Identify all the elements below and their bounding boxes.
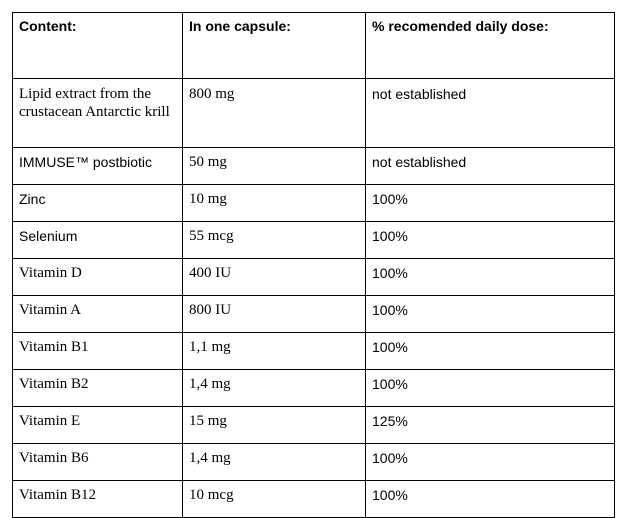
amount-cell: 400 IU bbox=[183, 259, 366, 296]
table-row bbox=[13, 185, 615, 222]
table-header-row bbox=[13, 13, 615, 79]
amount-cell: 10 mg bbox=[183, 185, 366, 222]
amount-cell: 15 mg bbox=[183, 407, 366, 444]
table-row bbox=[13, 79, 615, 148]
amount-cell: 10 mcg bbox=[183, 481, 366, 518]
dose-cell: 125% bbox=[366, 407, 615, 444]
table-row bbox=[13, 259, 615, 296]
supplement-facts-table bbox=[12, 12, 615, 518]
content-cell: Vitamin D bbox=[13, 259, 183, 296]
content-cell: Zinc bbox=[13, 185, 183, 222]
table-row bbox=[13, 222, 615, 259]
table-row bbox=[13, 481, 615, 518]
dose-cell: 100% bbox=[366, 370, 615, 407]
amount-cell: 800 IU bbox=[183, 296, 366, 333]
amount-cell: 1,1 mg bbox=[183, 333, 366, 370]
dose-cell: 100% bbox=[366, 185, 615, 222]
content-cell: Vitamin B12 bbox=[13, 481, 183, 518]
dose-cell: not established bbox=[366, 148, 615, 185]
dose-cell: 100% bbox=[366, 296, 615, 333]
content-cell: Vitamin E bbox=[13, 407, 183, 444]
amount-cell: 1,4 mg bbox=[183, 444, 366, 481]
content-cell: Lipid extract from the crustacean Antarctic krill bbox=[13, 79, 183, 148]
content-cell: Vitamin A bbox=[13, 296, 183, 333]
dose-cell: 100% bbox=[366, 481, 615, 518]
amount-cell: 55 mcg bbox=[183, 222, 366, 259]
dose-cell: not established bbox=[366, 79, 615, 148]
content-cell: Vitamin B2 bbox=[13, 370, 183, 407]
table-row bbox=[13, 296, 615, 333]
table-row bbox=[13, 333, 615, 370]
header-daily-dose: % recomended daily dose: bbox=[366, 13, 615, 79]
table-row bbox=[13, 370, 615, 407]
dose-cell: 100% bbox=[366, 444, 615, 481]
dose-cell: 100% bbox=[366, 333, 615, 370]
table-row bbox=[13, 407, 615, 444]
content-cell: IMMUSE™ postbiotic bbox=[13, 148, 183, 185]
dose-cell: 100% bbox=[366, 259, 615, 296]
header-amount: In one capsule: bbox=[183, 13, 366, 79]
amount-cell: 1,4 mg bbox=[183, 370, 366, 407]
amount-cell: 800 mg bbox=[183, 79, 366, 148]
table-row bbox=[13, 148, 615, 185]
table-row bbox=[13, 444, 615, 481]
content-cell: Vitamin B6 bbox=[13, 444, 183, 481]
amount-cell: 50 mg bbox=[183, 148, 366, 185]
header-content: Content: bbox=[13, 13, 183, 79]
content-cell: Vitamin B1 bbox=[13, 333, 183, 370]
dose-cell: 100% bbox=[366, 222, 615, 259]
content-cell: Selenium bbox=[13, 222, 183, 259]
